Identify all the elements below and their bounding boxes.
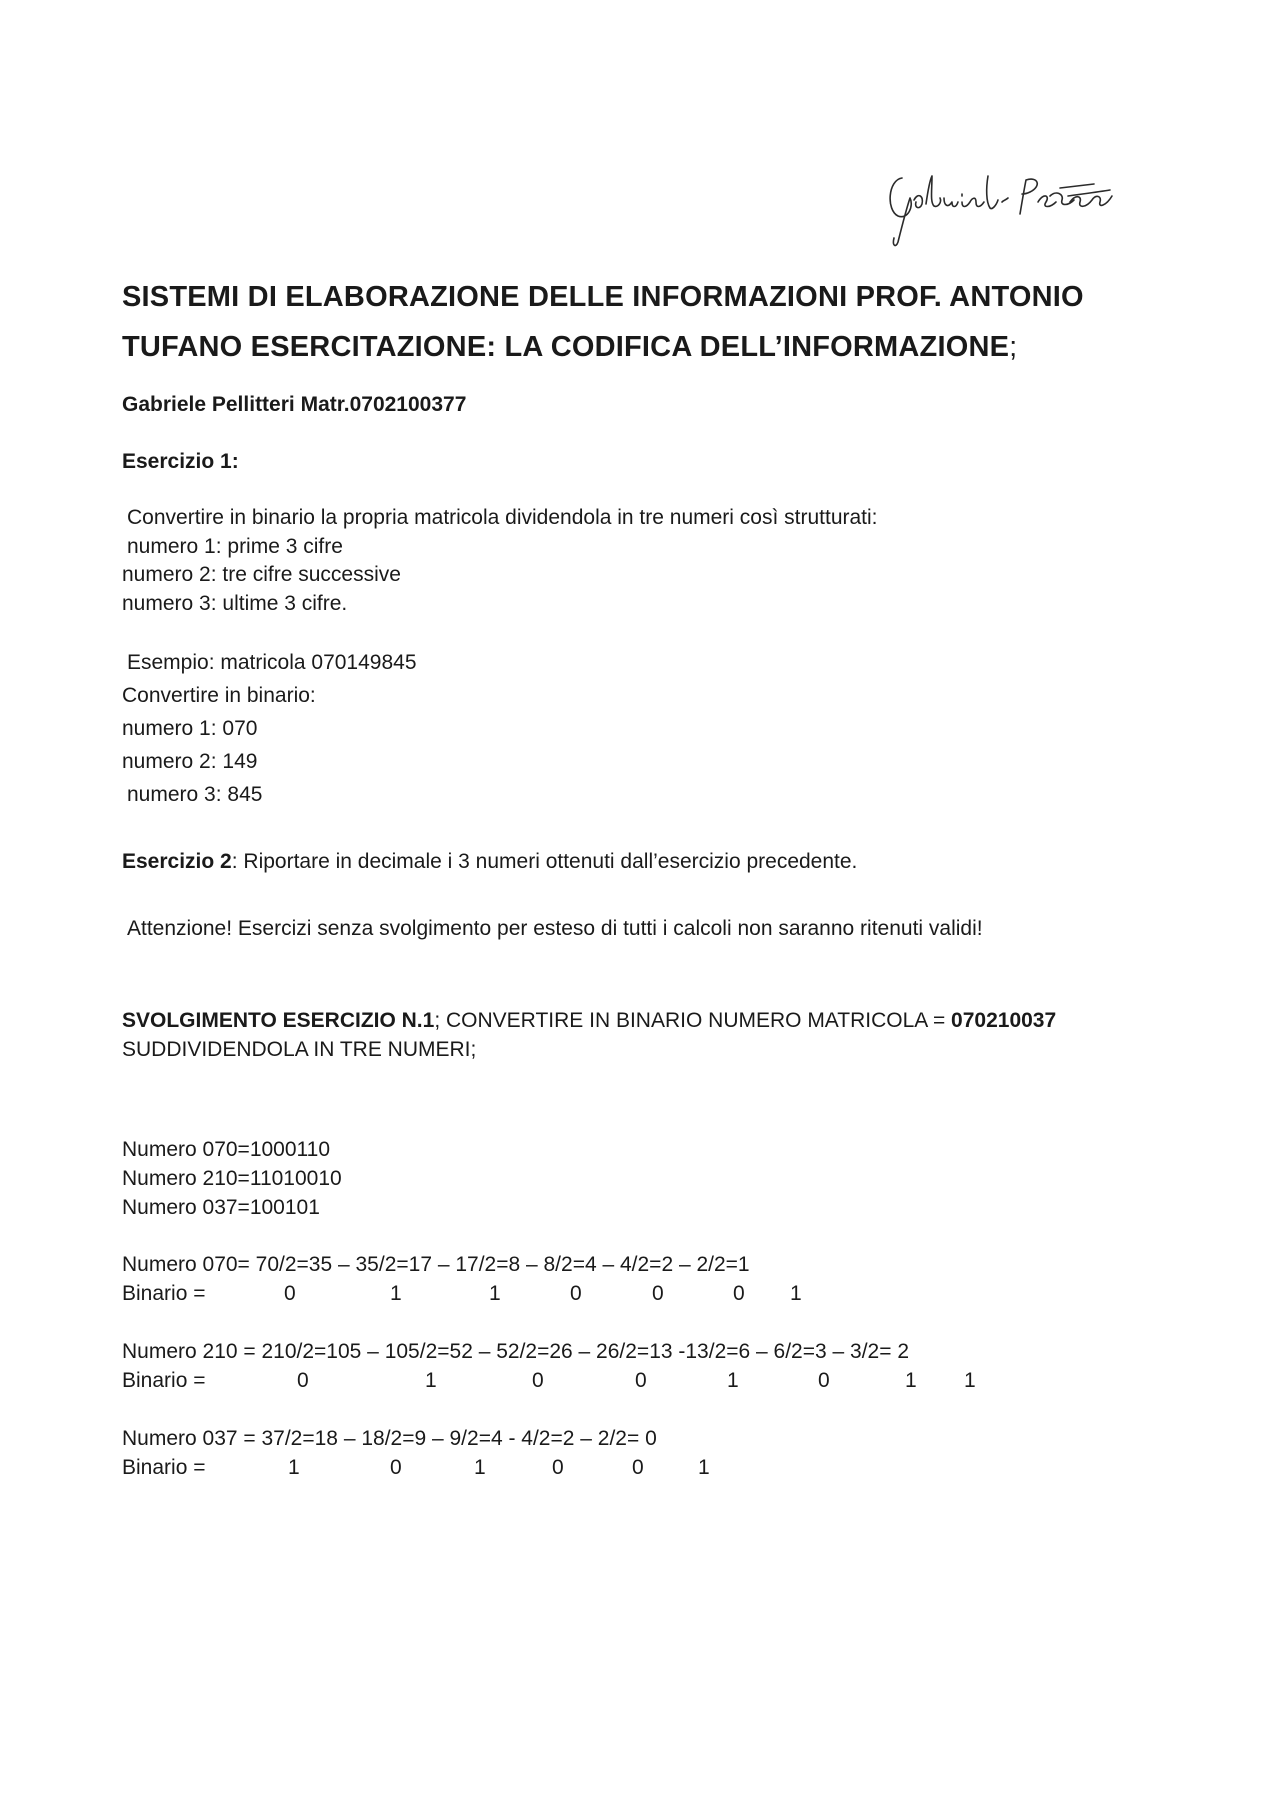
calc-line: Numero 210 = 210/2=105 – 105/2=52 – 52/2=26 – 26/2=13 -13/2=6 – 6/2=3 – 3/2= 2 bbox=[122, 1340, 909, 1363]
solution-heading: SVOLGIMENTO ESERCIZIO N.1 bbox=[122, 1009, 435, 1032]
binary-digit: 0 bbox=[570, 1282, 582, 1305]
exercise-1-line: numero 1: prime 3 cifre bbox=[127, 535, 343, 558]
binary-digit: 1 bbox=[905, 1369, 917, 1392]
binary-digit: 0 bbox=[632, 1456, 644, 1479]
example-line: numero 3: 845 bbox=[127, 783, 263, 806]
exercise-1-heading: Esercizio 1: bbox=[122, 450, 239, 473]
binary-digit: 0 bbox=[652, 1282, 664, 1305]
student-info: Gabriele Pellitteri Matr.0702100377 bbox=[122, 393, 467, 416]
binary-digit: 0 bbox=[733, 1282, 745, 1305]
binary-label: Binario = bbox=[122, 1369, 206, 1392]
exercise-1-line: numero 3: ultime 3 cifre. bbox=[122, 592, 348, 615]
exercise-1-line: numero 2: tre cifre successive bbox=[122, 563, 401, 586]
result-line: Numero 210=11010010 bbox=[122, 1167, 342, 1190]
calc-line: Numero 037 = 37/2=18 – 18/2=9 – 9/2=4 - 4/2=2 – 2/2= 0 bbox=[122, 1427, 657, 1450]
binary-digit: 0 bbox=[552, 1456, 564, 1479]
binary-digit: 1 bbox=[489, 1282, 501, 1305]
binary-digit: 0 bbox=[818, 1369, 830, 1392]
result-line: Numero 070=1000110 bbox=[122, 1138, 331, 1161]
binary-digit: 1 bbox=[390, 1282, 402, 1305]
binary-digit: 1 bbox=[964, 1369, 976, 1392]
exercise-1-line: Convertire in binario la propria matricola dividendola in tre numeri così strutturati: bbox=[127, 506, 878, 529]
binary-digit: 1 bbox=[474, 1456, 486, 1479]
document-title: SISTEMI DI ELABORAZIONE DELLE INFORMAZIONI PROF. ANTONIO TUFANO ESERCITAZIONE: LA CODIFICA DELL’INFORMAZIONE; bbox=[122, 281, 1084, 363]
binary-label: Binario = bbox=[122, 1282, 206, 1305]
example-line: numero 1: 070 bbox=[122, 717, 258, 740]
solution-subheading: SUDDIVIDENDOLA IN TRE NUMERI; bbox=[122, 1038, 477, 1061]
binary-digit: 1 bbox=[288, 1456, 300, 1479]
matricola-number: 070210037 bbox=[951, 1009, 1057, 1032]
exercise-2-heading: Esercizio 2 bbox=[122, 850, 232, 873]
binary-digit: 0 bbox=[297, 1369, 309, 1392]
result-line: Numero 037=100101 bbox=[122, 1196, 320, 1219]
warning-text: Attenzione! Esercizi senza svolgimento per esteso di tutti i calcoli non saranno ritenuti validi! bbox=[127, 917, 983, 940]
example-line: numero 2: 149 bbox=[122, 750, 258, 773]
example-line: Convertire in binario: bbox=[122, 684, 316, 707]
binary-digit: 1 bbox=[425, 1369, 437, 1392]
solution-heading-text: ; CONVERTIRE IN BINARIO NUMERO MATRICOLA = bbox=[434, 1009, 952, 1032]
binary-digit: 1 bbox=[727, 1369, 739, 1392]
binary-digit: 0 bbox=[284, 1282, 296, 1305]
example-line: Esempio: matricola 070149845 bbox=[127, 651, 417, 674]
binary-digit: 0 bbox=[532, 1369, 544, 1392]
calc-line: Numero 070= 70/2=35 – 35/2=17 – 17/2=8 – 8/2=4 – 4/2=2 – 2/2=1 bbox=[122, 1253, 750, 1276]
signature-image bbox=[880, 150, 1120, 250]
binary-digit: 1 bbox=[698, 1456, 710, 1479]
binary-digit: 1 bbox=[790, 1282, 802, 1305]
exercise-2-text: : Riportare in decimale i 3 numeri ottenuti dall’esercizio precedente. bbox=[231, 850, 858, 873]
binary-digit: 0 bbox=[635, 1369, 647, 1392]
solution-heading-line bbox=[122, 1009, 1056, 1033]
binary-digit: 0 bbox=[390, 1456, 402, 1479]
exercise-2-paragraph bbox=[122, 850, 857, 874]
binary-label: Binario = bbox=[122, 1456, 206, 1479]
